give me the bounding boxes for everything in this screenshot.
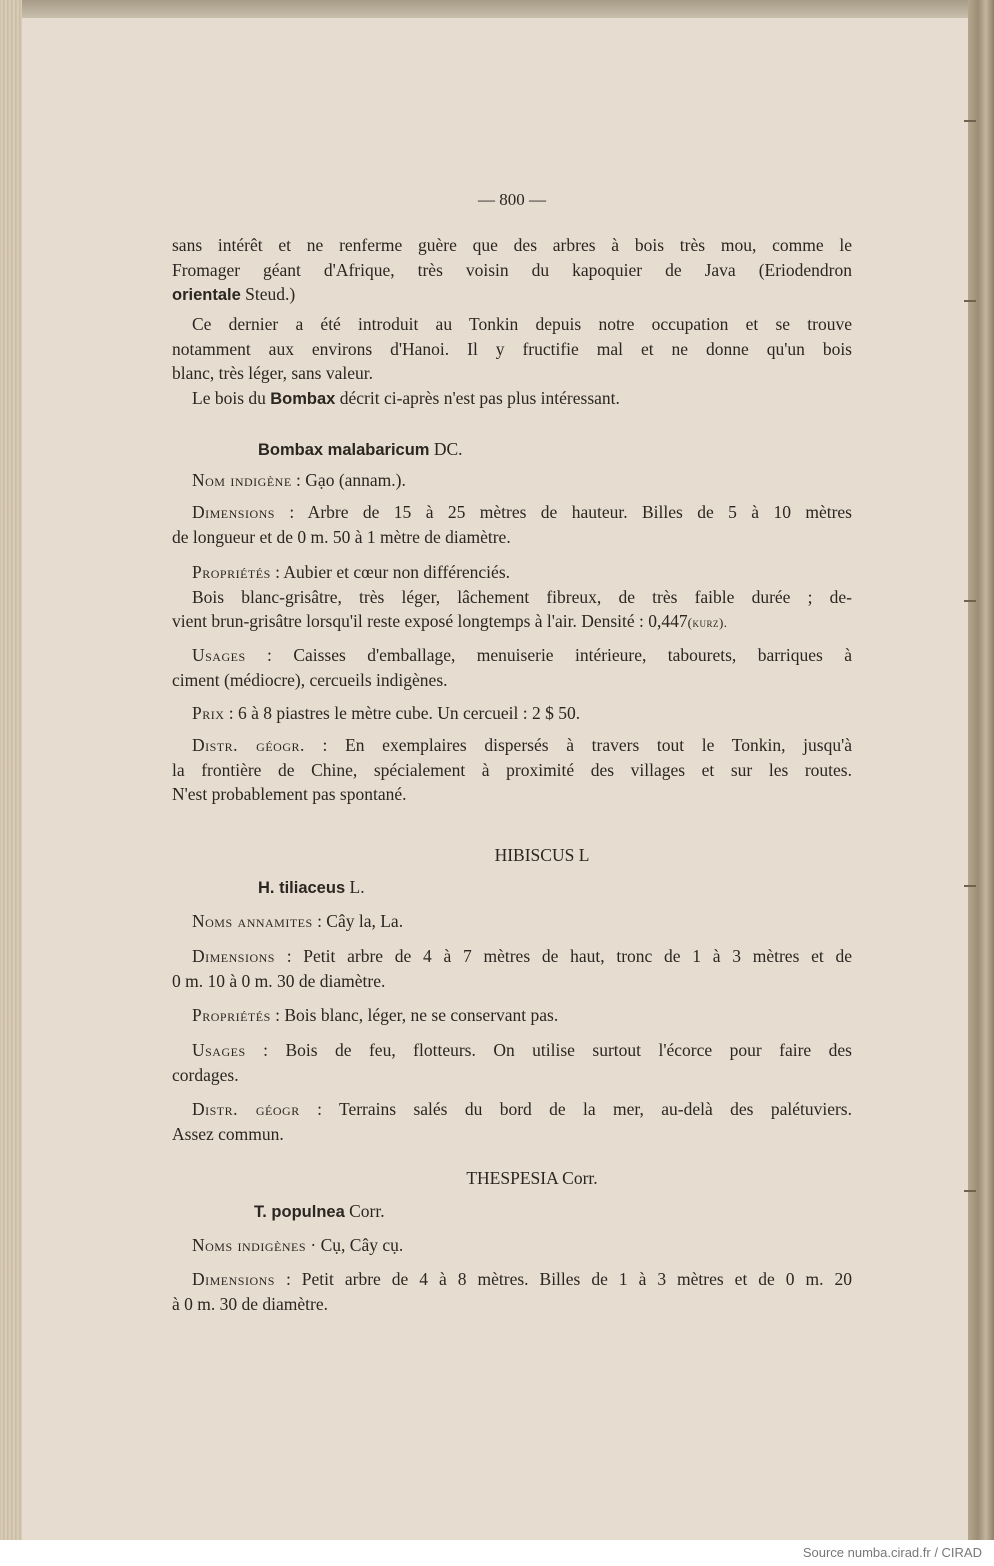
paragraph-intro	[172, 233, 852, 308]
author: Corr.	[557, 1168, 598, 1188]
text-line	[172, 1233, 852, 1258]
entry-dimensions	[172, 500, 852, 549]
field-label: Propriétés	[192, 562, 271, 582]
text-line	[172, 1003, 852, 1028]
text-line: N'est probablement pas spontané.	[172, 784, 407, 804]
field-value: : Terrains salés du bord de la mer, au-delà des palétuviers.	[299, 1099, 852, 1119]
entry-distribution	[172, 1097, 852, 1146]
text-line	[172, 701, 852, 726]
field-value: · Cụ, Cây cụ.	[306, 1235, 404, 1255]
text-line: la frontière de Chine, spécialement à proximité des villages et sur les routes.	[172, 759, 852, 780]
field-value: : Petit arbre de 4 à 7 mètres de haut, tronc de 1 à 3 mètres et de	[274, 946, 852, 966]
text-line: ciment (médiocre), cercueils indigènes.	[172, 669, 448, 690]
paragraph-tonkin	[172, 312, 852, 386]
field-value: : Cây la, La.	[312, 911, 404, 931]
text: vient brun-grisâtre lorsqu'il reste exposé longtemps à l'air. Densité : 0,447	[172, 611, 688, 631]
entry-prix	[172, 701, 852, 726]
text-line	[172, 560, 852, 585]
book-binding	[968, 0, 994, 1540]
species-name: T. populnea	[254, 1203, 345, 1221]
text-line: Ce dernier a été introduit au Tonkin depuis notre occupation et se trouve	[192, 314, 852, 334]
field-label: Dimensions	[192, 502, 275, 522]
text-line: à 0 m. 30 de diamètre.	[172, 1293, 328, 1314]
field-label: Dimensions	[192, 1269, 275, 1289]
text-line	[172, 386, 852, 412]
field-label: Nom indigène	[192, 470, 292, 490]
field-value: : Bois blanc, léger, ne se conservant pas.	[270, 1005, 559, 1025]
text-line	[172, 282, 852, 308]
entry-distribution	[172, 733, 852, 807]
text-line	[172, 1038, 852, 1063]
binding-mark	[964, 120, 976, 122]
text-line	[172, 1267, 852, 1292]
entry-proprietes	[172, 560, 852, 636]
entry-dimensions	[172, 944, 852, 993]
text-line	[172, 1199, 852, 1225]
genus-heading	[172, 1166, 872, 1191]
field-label: Prix	[192, 703, 225, 723]
binding-mark	[964, 600, 976, 602]
field-label: Noms indigènes	[192, 1235, 307, 1255]
entry-nom-indigene	[172, 468, 852, 493]
citation: (kurz).	[687, 615, 728, 630]
genus-name: Bombax	[270, 390, 336, 408]
binding-mark	[964, 300, 976, 302]
text-line	[172, 875, 852, 901]
species-heading	[172, 437, 852, 463]
field-value: : Caisses d'emballage, menuiserie intérieure, tabourets, barriques à	[245, 645, 852, 665]
text-line	[172, 944, 852, 969]
binding-mark	[964, 1190, 976, 1192]
text: Le bois du	[192, 388, 271, 408]
species-name: H. tiliaceus	[258, 879, 346, 897]
binding-mark	[964, 885, 976, 887]
field-label: Distr. géogr.	[192, 735, 305, 755]
text-line: notamment aux environs d'Hanoi. Il y fructifie mal et ne donne qu'un bois	[172, 338, 852, 359]
text-line: 0 m. 10 à 0 m. 30 de diamètre.	[172, 970, 386, 991]
field-label: Dimensions	[192, 946, 275, 966]
field-value: : Aubier et cœur non différenciés.	[270, 562, 510, 582]
text-line: blanc, très léger, sans valeur.	[172, 363, 373, 383]
entry-usages	[172, 643, 852, 692]
book-top-edge	[0, 0, 994, 18]
text-line: de longueur et de 0 m. 50 à 1 mètre de diamètre.	[172, 526, 511, 547]
author: DC.	[429, 439, 463, 459]
entry-noms-indigenes	[172, 1233, 852, 1258]
species-name: Bombax malabaricum	[258, 441, 430, 459]
text-line	[172, 1097, 852, 1122]
text: décrit ci-après n'est pas plus intéressant.	[335, 388, 620, 408]
text-line	[172, 643, 852, 668]
author: Corr.	[344, 1201, 385, 1221]
species-heading	[172, 1199, 852, 1225]
entry-proprietes	[172, 1003, 852, 1028]
author: L.	[345, 877, 365, 897]
genus-name: THESPESIA	[466, 1168, 558, 1188]
field-value: : 6 à 8 piastres le mètre cube. Un cercueil : 2 $ 50.	[224, 703, 581, 723]
field-label: Distr. géogr	[192, 1099, 300, 1119]
field-value: : Bois de feu, flotteurs. On utilise surtout l'écorce pour faire des	[245, 1040, 852, 1060]
author: Steud.)	[240, 284, 296, 304]
text-line	[172, 733, 852, 758]
field-label: Usages	[192, 1040, 246, 1060]
field-value: : En exemplaires dispersés à travers tout le Tonkin, jusqu'à	[304, 735, 852, 755]
field-value: : Petit arbre de 4 à 8 mètres. Billes de 1 à 3 mètres et de 0 m. 20	[274, 1269, 852, 1289]
entry-noms-annamites	[172, 909, 852, 934]
page-stack-edge	[0, 0, 22, 1540]
species-heading	[172, 875, 852, 901]
text-line	[172, 500, 852, 525]
species-name: orientale	[172, 286, 241, 304]
text-line	[172, 468, 852, 493]
text-line	[172, 609, 852, 636]
source-credit: Source numba.cirad.fr / CIRAD	[802, 1545, 982, 1560]
page-number: — 800 —	[478, 190, 546, 209]
text-line: Assez commun.	[172, 1123, 284, 1144]
field-value: : Gạo (annam.).	[291, 470, 406, 490]
field-value: : Arbre de 15 à 25 mètres de hauteur. Billes de 5 à 10 mètres	[274, 502, 852, 522]
text-line: cordages.	[172, 1064, 239, 1085]
field-label: Noms annamites	[192, 911, 313, 931]
genus-heading: HIBISCUS L	[494, 845, 590, 865]
text-line	[172, 909, 852, 934]
text-line: Fromager géant d'Afrique, très voisin du kapoquier de Java (Eriodendron	[172, 259, 852, 280]
text-line: sans intérêt et ne renferme guère que des arbres à bois très mou, comme le	[172, 235, 852, 255]
field-label: Usages	[192, 645, 246, 665]
paragraph-bombax	[172, 386, 852, 412]
entry-dimensions	[172, 1267, 852, 1316]
field-label: Propriétés	[192, 1005, 271, 1025]
text-line: Bois blanc-grisâtre, très léger, lâchement fibreux, de très faible durée ; de-	[192, 586, 852, 607]
text-line	[172, 437, 852, 463]
entry-usages	[172, 1038, 852, 1087]
